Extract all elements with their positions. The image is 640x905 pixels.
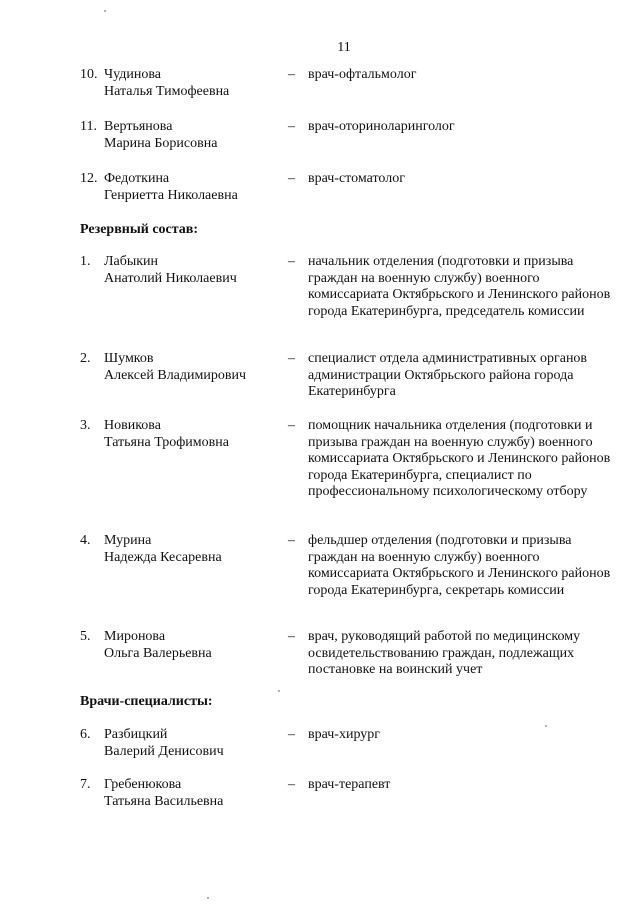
person-name: Мурина Надежда Кесаревна: [104, 533, 222, 565]
dash: –: [288, 67, 295, 82]
person-role: врач, руководящий работой по медицинскому освидетельствованию граждан, подлежащих постановке на воинский учет: [308, 629, 581, 677]
scan-speck: [104, 10, 106, 12]
dash: –: [288, 351, 295, 366]
entry-number: 12.: [80, 171, 98, 186]
person-role: врач-оториноларинголог: [308, 119, 455, 134]
entry-number: 4.: [80, 533, 91, 548]
person-role: врач-стоматолог: [308, 171, 405, 186]
person-name: Разбицкий Валерий Денисович: [104, 727, 224, 759]
person-role: врач-хирург: [308, 727, 381, 742]
person-role: врач-офтальмолог: [308, 67, 417, 82]
person-role: помощник начальника отделения (подготовки и призыва граждан на военную службу) военного комиссариата Октябрьского и Ленинского районов города Екатеринбурга, специалист по профессиональному психологическому отбору: [308, 418, 611, 499]
person-name: Новикова Татьяна Трофимовна: [104, 418, 229, 450]
dash: –: [288, 727, 295, 742]
person-name: Лабыкин Анатолий Николаевич: [104, 254, 237, 286]
dash: –: [288, 629, 295, 644]
entry-number: 11.: [80, 119, 97, 134]
entry-number: 3.: [80, 418, 91, 433]
scan-speck: [278, 690, 280, 692]
person-role: фельдшер отделения (подготовки и призыва граждан на военную службу) военного комиссариата Октябрьского и Ленинского районов города Екатеринбурга, секретарь комиссии: [308, 533, 611, 598]
dash: –: [288, 171, 295, 186]
person-role: начальник отделения (подготовки и призыва граждан на военную службу) военного комиссариата Октябрьского и Ленинского районов города Екатеринбурга, председатель комиссии: [308, 254, 611, 319]
page-number: 11: [337, 40, 351, 55]
entry-number: 6.: [80, 727, 91, 742]
entry-number: 1.: [80, 254, 91, 269]
dash: –: [288, 119, 295, 134]
entry-number: 2.: [80, 351, 91, 366]
person-role: специалист отдела административных органов администрации Октябрьского района города Екатеринбурга: [308, 351, 588, 399]
entry-number: 5.: [80, 629, 91, 644]
person-name: Федоткина Генриетта Николаевна: [104, 171, 238, 203]
person-name: Миронова Ольга Валерьевна: [104, 629, 212, 661]
doctors-heading: Врачи-специалисты:: [80, 694, 213, 709]
scan-speck: [207, 897, 209, 899]
dash: –: [288, 254, 295, 269]
dash: –: [288, 533, 295, 548]
person-name: Чудинова Наталья Тимофеевна: [104, 67, 230, 99]
entry-number: 7.: [80, 777, 91, 792]
dash: –: [288, 418, 295, 433]
person-role: врач-терапевт: [308, 777, 391, 792]
dash: –: [288, 777, 295, 792]
entry-number: 10.: [80, 67, 98, 82]
reserve-heading: Резервный состав:: [80, 222, 199, 237]
scan-speck: [545, 725, 547, 727]
person-name: Шумков Алексей Владимирович: [104, 351, 247, 383]
person-name: Вертьянова Марина Борисовна: [104, 119, 218, 151]
person-name: Гребенюкова Татьяна Васильевна: [104, 777, 224, 809]
